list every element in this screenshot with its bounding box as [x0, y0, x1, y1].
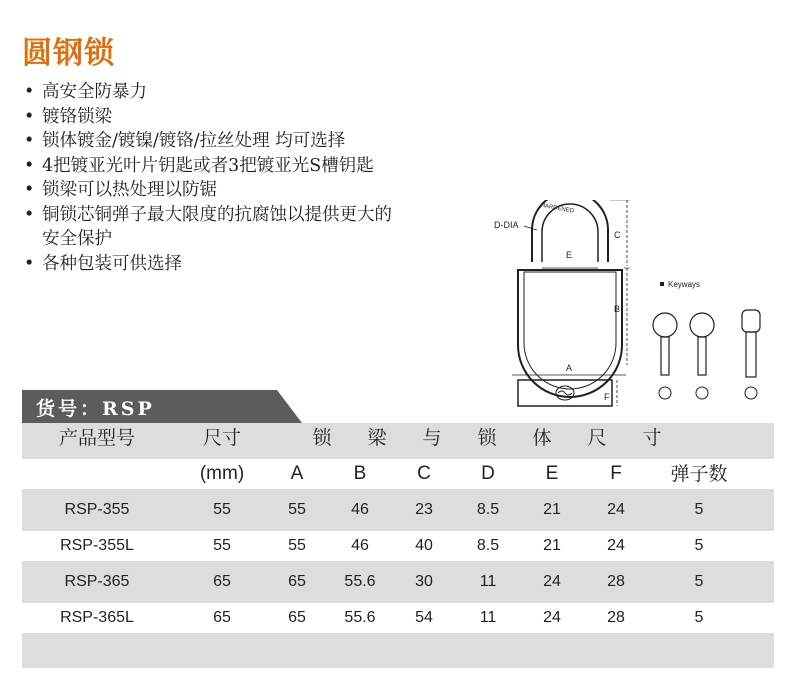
size-cell: 65 — [213, 609, 231, 626]
table-row — [22, 495, 774, 525]
header-cell: 寸 — [642, 427, 662, 449]
header-cell: D — [481, 463, 495, 484]
feature-item: • 4把镀亚光叶片钥匙或者3把镀亚光S槽钥匙 — [24, 155, 374, 176]
dim-e-cell: 21 — [543, 537, 561, 554]
dim-c-cell: 40 — [415, 537, 433, 554]
product-title: 圆钢锁 — [22, 36, 115, 71]
spec-table — [22, 423, 774, 668]
dim-e-cell: 24 — [543, 609, 561, 626]
model-cell: RSP-365 — [64, 573, 130, 590]
dim-a-cell: 55 — [288, 537, 306, 554]
table-row — [22, 603, 774, 633]
table-header-row-1 — [22, 423, 774, 453]
header-cell: F — [610, 463, 622, 484]
header-cell: 锁 — [477, 427, 497, 449]
pin-count-cell: 5 — [694, 609, 704, 626]
table-row — [22, 531, 774, 561]
header-cell: 尺 — [587, 427, 607, 449]
dim-d-cell: 11 — [479, 609, 497, 626]
dim-c-cell: 23 — [415, 501, 433, 518]
dim-d-cell: 8.5 — [476, 501, 500, 518]
header-cell: (mm) — [199, 463, 245, 484]
model-label: 货号：RSP — [36, 398, 155, 420]
feature-item: • 锁梁可以热处理以防锯 — [24, 180, 217, 200]
dim-e-cell: 24 — [543, 573, 561, 590]
dim-f-label: F — [604, 392, 610, 402]
model-cell: RSP-365L — [60, 609, 134, 626]
dim-e-label: E — [566, 250, 573, 260]
header-cell: 产品型号 — [58, 427, 135, 449]
pin-count-cell: 5 — [694, 537, 704, 554]
header-cell: 尺寸 — [202, 427, 241, 449]
header-cell: 体 — [532, 427, 552, 449]
keyways-label: Keyways — [668, 280, 701, 289]
padlock-diagram — [490, 200, 800, 430]
size-cell: 55 — [213, 501, 231, 518]
header-cell: C — [417, 463, 431, 484]
dim-a-cell: 55 — [288, 501, 306, 518]
header-cell: B — [353, 463, 367, 484]
header-cell: E — [545, 463, 559, 484]
dim-e-cell: 21 — [543, 501, 561, 518]
dim-b-cell: 55.6 — [344, 609, 376, 626]
model-label-wrap — [22, 390, 302, 423]
dim-d-cell: 8.5 — [476, 537, 500, 554]
dim-d-cell: 11 — [479, 573, 497, 590]
feature-item: • 镀铬锁梁 — [24, 106, 112, 127]
dim-a-cell: 65 — [288, 609, 306, 626]
feature-item: • 锁体镀金/镀镍/镀铬/拉丝处理 均可选择 — [24, 131, 346, 151]
header-cell: 弹子数 — [670, 463, 728, 485]
header-cell: A — [290, 463, 304, 484]
pin-count-cell: 5 — [694, 501, 704, 518]
feature-item: • 各种包装可供选择 — [24, 253, 182, 274]
dim-a-cell: 65 — [288, 573, 306, 590]
dim-b-cell: 46 — [351, 501, 369, 518]
dim-c-cell: 30 — [415, 573, 433, 590]
model-cell: RSP-355 — [64, 501, 130, 518]
header-cell: 与 — [422, 427, 442, 449]
feature-item: • 铜锁芯铜弹子最大限度的抗腐蚀以提供更大的 安全保护 — [24, 204, 392, 249]
dim-c-cell: 54 — [415, 609, 433, 626]
dim-a-label: A — [566, 363, 573, 373]
pin-count-cell: 5 — [694, 573, 704, 590]
dim-b-cell: 55.6 — [344, 573, 376, 590]
dim-c-label: C — [614, 230, 621, 240]
size-cell: 55 — [213, 537, 231, 554]
key-icon — [653, 310, 760, 399]
dim-f-cell: 28 — [607, 609, 625, 626]
header-cell: 锁 — [312, 427, 332, 449]
feature-list — [22, 80, 462, 276]
dim-f-cell: 24 — [607, 537, 625, 554]
dim-b-label: B — [614, 304, 621, 314]
table-row — [22, 567, 774, 597]
dim-f-cell: 24 — [607, 501, 625, 518]
model-cell: RSP-355L — [60, 537, 134, 554]
dim-b-cell: 46 — [351, 537, 369, 554]
header-cell: 梁 — [367, 427, 387, 449]
dim-f-cell: 28 — [607, 573, 625, 590]
hardened-label: HARDENED — [540, 202, 575, 215]
table-header-row-2 — [22, 459, 774, 489]
feature-item: • 高安全防暴力 — [24, 82, 147, 102]
size-cell: 65 — [213, 573, 231, 590]
d-dia-label: D-DIA — [494, 220, 519, 230]
